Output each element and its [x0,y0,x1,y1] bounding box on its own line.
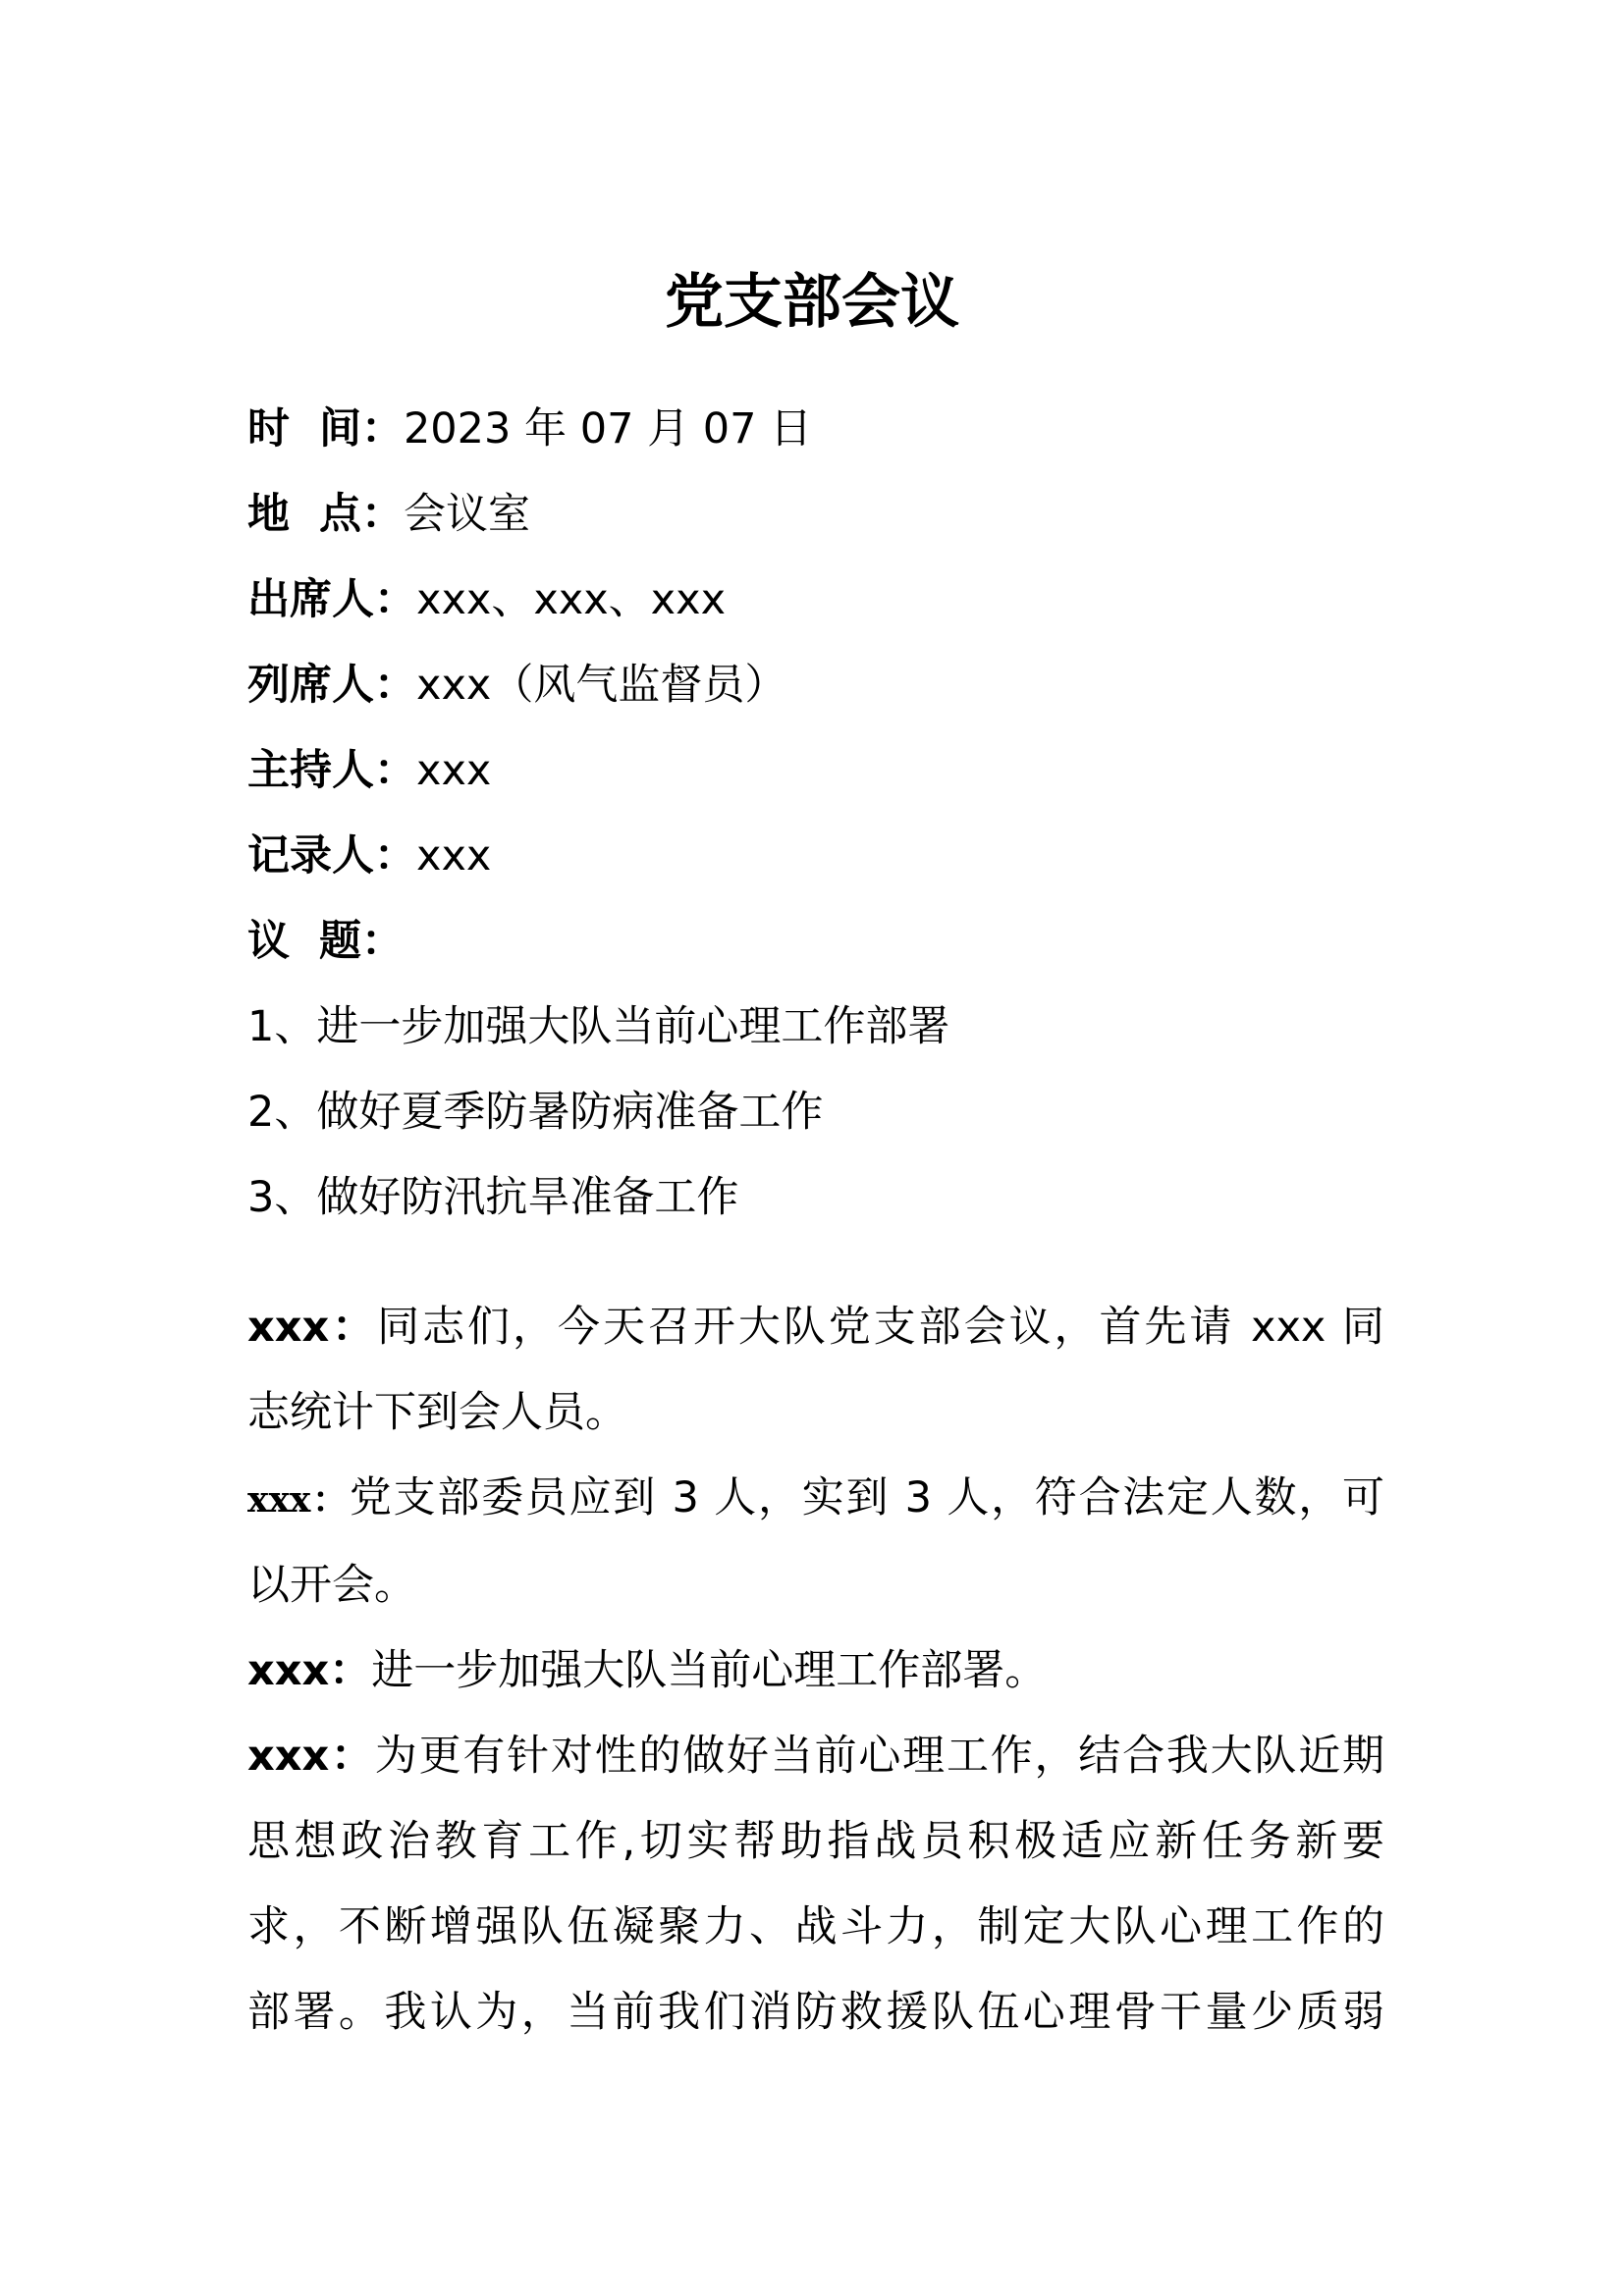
info-host [247,728,1384,814]
paragraph [247,1285,1384,1456]
meeting-minutes [247,1285,1384,2056]
document-title: 党支部会议 [665,268,959,337]
value: xxx [416,831,492,881]
info-time [247,387,1384,472]
speaker: xxx： [247,1303,378,1352]
value: xxx（风气监督员） [416,661,787,710]
label: 出席人： [247,575,416,624]
label: 时 间： [247,404,404,454]
info-location [247,472,1384,558]
line: 志统计下到会人员。 [247,1388,627,1437]
line: 为更有针对性的做好当前心理工作，结合我大队近期 [374,1732,1384,1781]
line: 以开会。 [247,1561,416,1610]
speaker: xxx： [247,1479,350,1521]
info-topics [247,899,1384,985]
label: 地 点： [247,490,404,539]
info-attendees [247,558,1384,643]
line: 党支部委员应到 3 人，实到 3 人，符合法定人数，可 [349,1473,1385,1522]
label: 记录人： [247,831,416,881]
label: 主持人： [247,746,416,795]
line: 思想政治教育工作,切实帮助指战员积极适应新任务新要 [247,1817,1384,1866]
label: 列席人： [247,661,416,710]
line: 进一步加强大队当前心理工作部署。 [371,1646,1048,1695]
paragraph [247,1629,1384,1714]
speaker: xxx： [247,1646,372,1695]
value: 会议室 [403,490,530,539]
topic-item: 3、做好防汛抗旱准备工作 [247,1173,739,1222]
label: 议 题： [247,917,404,966]
topic-item: 2、做好夏季防暑防病准备工作 [247,1088,824,1137]
line: 部署。我认为，当前我们消防救援队伍心理骨干量少质弱 [247,1988,1384,2037]
line: 同志们，今天召开大队党支部会议，首先请 xxx 同 [377,1303,1384,1352]
value: 2023 年 07 月 07 日 [403,404,813,454]
topic-item: 1、进一步加强大队当前心理工作部署 [247,1002,950,1051]
line: 求，不断增强队伍凝聚力、战斗力，制定大队心理工作的 [247,1902,1384,1951]
paragraph [247,1714,1384,2056]
meeting-info [247,387,1384,1241]
speaker: xxx： [247,1732,375,1781]
info-observers [247,643,1384,728]
paragraph [247,1456,1384,1629]
value: xxx [416,746,492,795]
info-recorder [247,814,1384,899]
value: xxx、xxx、xxx [416,575,727,624]
